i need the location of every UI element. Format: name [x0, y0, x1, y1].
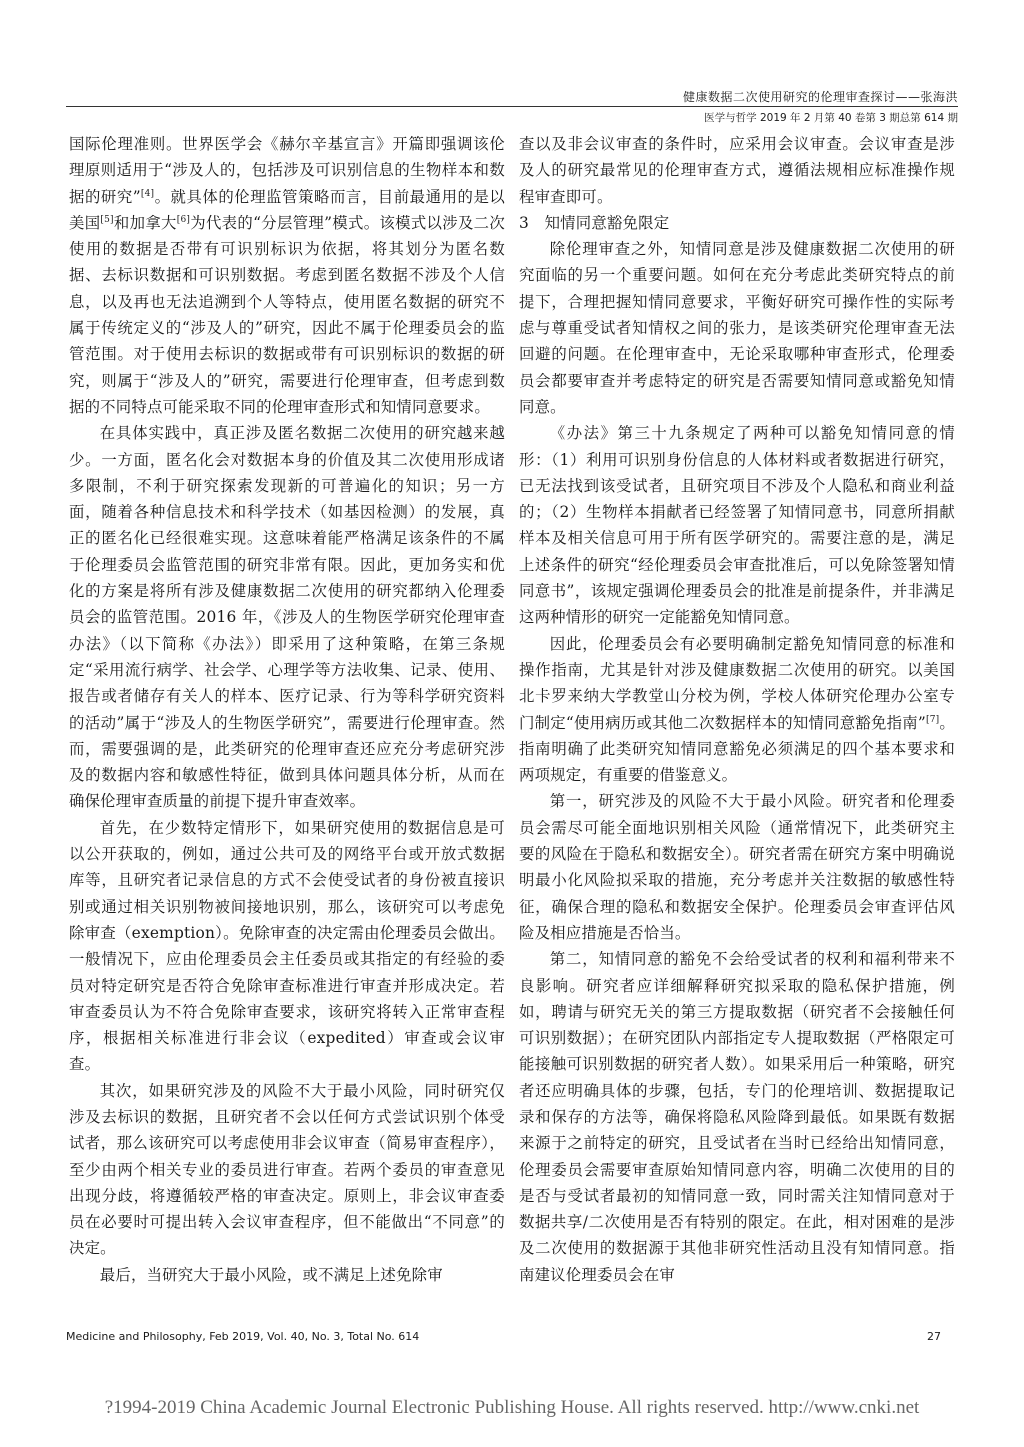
- right-paragraph-2: 除伦理审查之外，知情同意是涉及健康数据二次使用的研究面临的另一个重要问题。如何在充分考虑此类研究特点的前提下，合理把握知情同意要求，平衡好研究可操作性的实际考虑与尊重受试者知情权之间的张力，是该类研究伦理审查无法回避的问题。在伦理审查中，无论采取哪种审查形式，伦理委员会都要审查并考虑特定的研究是否需要知情同意或豁免知情同意。: [519, 240, 955, 416]
- right-paragraph-1: 查以及非会议审查的条件时，应采用会议审查。会议审查是涉及人的研究最常见的伦理审查方式，遵循法规相应标准操作规程审查即可。: [519, 135, 955, 206]
- footer-journal-citation: Medicine and Philosophy, Feb 2019, Vol. 40, No. 3, Total No. 614: [66, 1330, 420, 1343]
- left-column: [69, 131, 505, 1288]
- citation-ref: [7]: [926, 714, 940, 725]
- copyright-notice: ?1994-2019 China Academic Journal Electronic Publishing House. All rights reserved. http://www.cnki.net: [104, 1397, 920, 1418]
- left-paragraph-4: 其次，如果研究涉及的风险不大于最小风险，同时研究仅涉及去标识的数据，且研究者不会以任何方式尝试识别个体受试者，那么该研究可以考虑使用非会议审查（简易审查程序），至少由两个相关专业的委员进行审查。若两个委员的审查意见出现分歧，将遵循较严格的审查决定。原则上，非会议审查委员在必要时可提出转入会议审查程序，但不能做出“不同意”的决定。: [69, 1081, 505, 1258]
- left-paragraph-3: 首先，在少数特定情形下，如果研究使用的数据信息是可以公开获取的，例如，通过公共可及的网络平台或开放式数据库等，且研究者记录信息的方式不会使受试者的身份被直接识别或通过相关识别物被间接地识别，那么，该研究可以考虑免除审查（exemption）。免除审查的决定需由伦理委员会做出。一般情况下，应由伦理委员会主任委员或其指定的有经验的委员对特定研究是否符合免除审查标准进行审查并形成决定。若审查委员认为不符合免除审查要求，该研究将转入正常审查程序，根据相关标准进行非会议（expedited）审查或会议审查。: [69, 818, 505, 1074]
- page-number: 27: [927, 1330, 941, 1343]
- left-paragraph-1: 国际伦理准则。世界医学会《赫尔辛基宣言》开篇即强调该伦理原则适用于“涉及人的，包括涉及可识别信息的生物样本和数据的研究”[4]。就具体的伦理监管策略而言，目前最通用的是以美国[5]和加拿大[6]为代表的“分层管理”模式。该模式以涉及二次使用的数据是否带有可识别标识为依据，将其划分为匿名数据、去标识数据和可识别数据。考虑到匿名数据不涉及个人信息，以及再也无法追溯到个人等特点，使用匿名数据的研究不属于传统定义的“涉及人的”研究，因此不属于伦理委员会的监管范围。对于使用去标识的数据或带有可识别标识的数据的研究，则属于“涉及人的”研究，需要进行伦理审查，但考虑到数据的不同特点可能采取不同的伦理审查形式和知情同意要求。: [69, 135, 506, 416]
- right-paragraph-3: 《办法》第三十九条规定了两种可以豁免知情同意的情形：（1）利用可识别身份信息的人体材料或者数据进行研究，已无法找到该受试者，且研究项目不涉及个人隐私和商业利益的；（2）生物样本捐献者已经签署了知情同意书，同意所捐献样本及相关信息可用于所有医学研究的。需要注意的是，满足上述条件的研究“经伦理委员会审查批准后，可以免除签署知情同意书”，该规定强调伦理委员会的批准是前提条件，并非满足这两种情形的研究一定能豁免知情同意。: [519, 424, 955, 627]
- running-title: 健康数据二次使用研究的伦理审查探讨——张海洪: [682, 90, 958, 104]
- left-paragraph-5: 最后，当研究大于最小风险，或不满足上述免除审: [99, 1265, 443, 1284]
- journal-issue-info: 医学与哲学 2019 年 2 月第 40 卷第 3 期总第 614 期: [704, 112, 958, 124]
- citation-ref: [5]: [100, 214, 114, 225]
- citation-ref: [6]: [176, 214, 191, 225]
- right-column: [519, 131, 955, 1288]
- left-paragraph-2: 在具体实践中，真正涉及匿名数据二次使用的研究越来越少。一方面，匿名化会对数据本身的价值及其二次使用形成诸多限制，不利于研究探索发现新的可普遍化的知识；另一方面，随着各种信息技术和科学技术（如基因检测）的发展，真正的匿名化已经很难实现。这意味着能严格满足该条件的不属于伦理委员会监管范围的研究非常有限。因此，更加务实和优化的方案是将所有涉及健康数据二次使用的研究都纳入伦理委员会的监管范围。2016 年，《涉及人的生物医学研究伦理审查办法》（以下简称《办法》）即采用了这种策略，在第三条规定“采用流行病学、社会学、心理学等方法收集、记录、使用、报告或者储存有关人的样本、医疗记录、行为等科学研究资料的活动”属于“涉及人的生物医学研究”，需要进行伦理审查。然而，需要强调的是，此类研究的伦理审查还应充分考虑研究涉及的数据内容和敏感性特征，做到具体问题具体分析，从而在确保伦理审查质量的前提下提升审查效率。: [69, 424, 505, 811]
- right-paragraph-5: 第一，研究涉及的风险不大于最小风险。研究者和伦理委员会需尽可能全面地识别相关风险（通常情况下，此类研究主要的风险在于隐私和数据安全）。研究者需在研究方案中明确说明最小化风险拟采取的措施，充分考虑并关注数据的敏感性特征，确保合理的隐私和数据安全保护。伦理委员会审查评估风险及相应措施是否恰当。: [519, 792, 955, 942]
- right-paragraph-4: 因此，伦理委员会有必要明确制定豁免知情同意的标准和操作指南，尤其是针对涉及健康数据二次使用的研究。以美国北卡罗来纳大学教堂山分校为例，学校人体研究伦理办公室专门制定“使用病历或其他二次数据样本的知情同意豁免指南”[7]。指南明确了此类研究知情同意豁免必须满足的四个基本要求和两项规定，有重要的借鉴意义。: [519, 634, 956, 785]
- citation-ref: [4]: [140, 188, 155, 199]
- right-paragraph-6: 第二，知情同意的豁免不会给受试者的权利和福利带来不良影响。研究者应详细解释研究拟采取的隐私保护措施，例如，聘请与研究无关的第三方提取数据（研究者不会接触任何可识别数据）；在研究团队内部指定专人提取数据（严格限定可能接触可识别数据的研究者人数）。如果采用后一种策略，研究者还应明确具体的步骤，包括，专门的伦理培训、数据提取记录和保存的方法等，确保将隐私风险降到最低。如果既有数据来源于之前特定的研究，且受试者在当时已经给出知情同意，伦理委员会需要审查原始知情同意内容，明确二次使用的目的是否与受试者最初的知情同意一致，同时需关注知情同意对于数据共享/二次使用是否有特别的限定。在此，相对困难的是涉及二次使用的数据源于其他非研究性活动且没有知情同意。指南建议伦理委员会在审: [519, 950, 955, 1284]
- header-rule: [66, 106, 958, 107]
- section-heading: 3 知情同意豁免限定: [519, 213, 670, 232]
